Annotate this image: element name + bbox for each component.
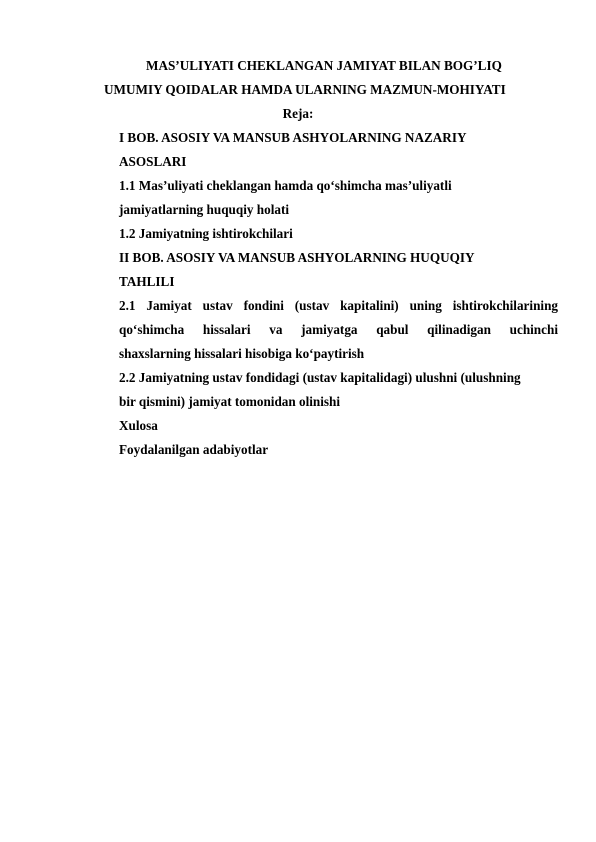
toc-section-2-2-line-1: 2.2 Jamiyatning ustav fondidagi (ustav kapitalidagi) ulushni (ulushning [119, 370, 521, 385]
toc-section-1-2: 1.2 Jamiyatning ishtirokchilari [119, 226, 293, 241]
toc-chapter-2-line-1: II BOB. ASOSIY VA MANSUB ASHYOLARNING HUQUQIY [119, 250, 475, 265]
toc-section-1-1-line-1: 1.1 Mas’uliyati cheklangan hamda qo‘shimcha mas’uliyatli [119, 178, 452, 193]
toc-references: Foydalanilgan adabiyotlar [119, 442, 269, 457]
toc-section-2-2-line-2: bir qismini) jamiyat tomonidan olinishi [119, 394, 341, 409]
toc-chapter-1-line-1: I BOB. ASOSIY VA MANSUB ASHYOLARNING NAZARIY [119, 130, 467, 145]
toc-section-1-1-line-2: jamiyatlarning huquqiy holati [119, 202, 290, 217]
toc-chapter-1-line-2: ASOSLARI [119, 154, 187, 169]
toc-section-2-1-line-2: qo‘shimcha hissalari va jamiyatga qabul qilinadigan uchinchi [119, 322, 558, 337]
title-line-1: MAS’ULIYATI CHEKLANGAN JAMIYAT BILAN BOG’LIQ [146, 58, 502, 73]
toc-chapter-2-line-2: TAHLILI [119, 274, 175, 289]
title-line-2: UMUMIY QOIDALAR HAMDA ULARNING MAZMUN-MOHIYATI [104, 82, 506, 97]
toc-section-2-1-line-1: 2.1 Jamiyat ustav fondini (ustav kapitalini) uning ishtirokchilarining [119, 298, 558, 313]
plan-heading: Reja: [282, 106, 314, 121]
toc-section-2-1-line-3: shaxslarning hissalari hisobiga ko‘paytirish [119, 346, 365, 361]
toc-conclusion: Xulosa [119, 418, 158, 433]
